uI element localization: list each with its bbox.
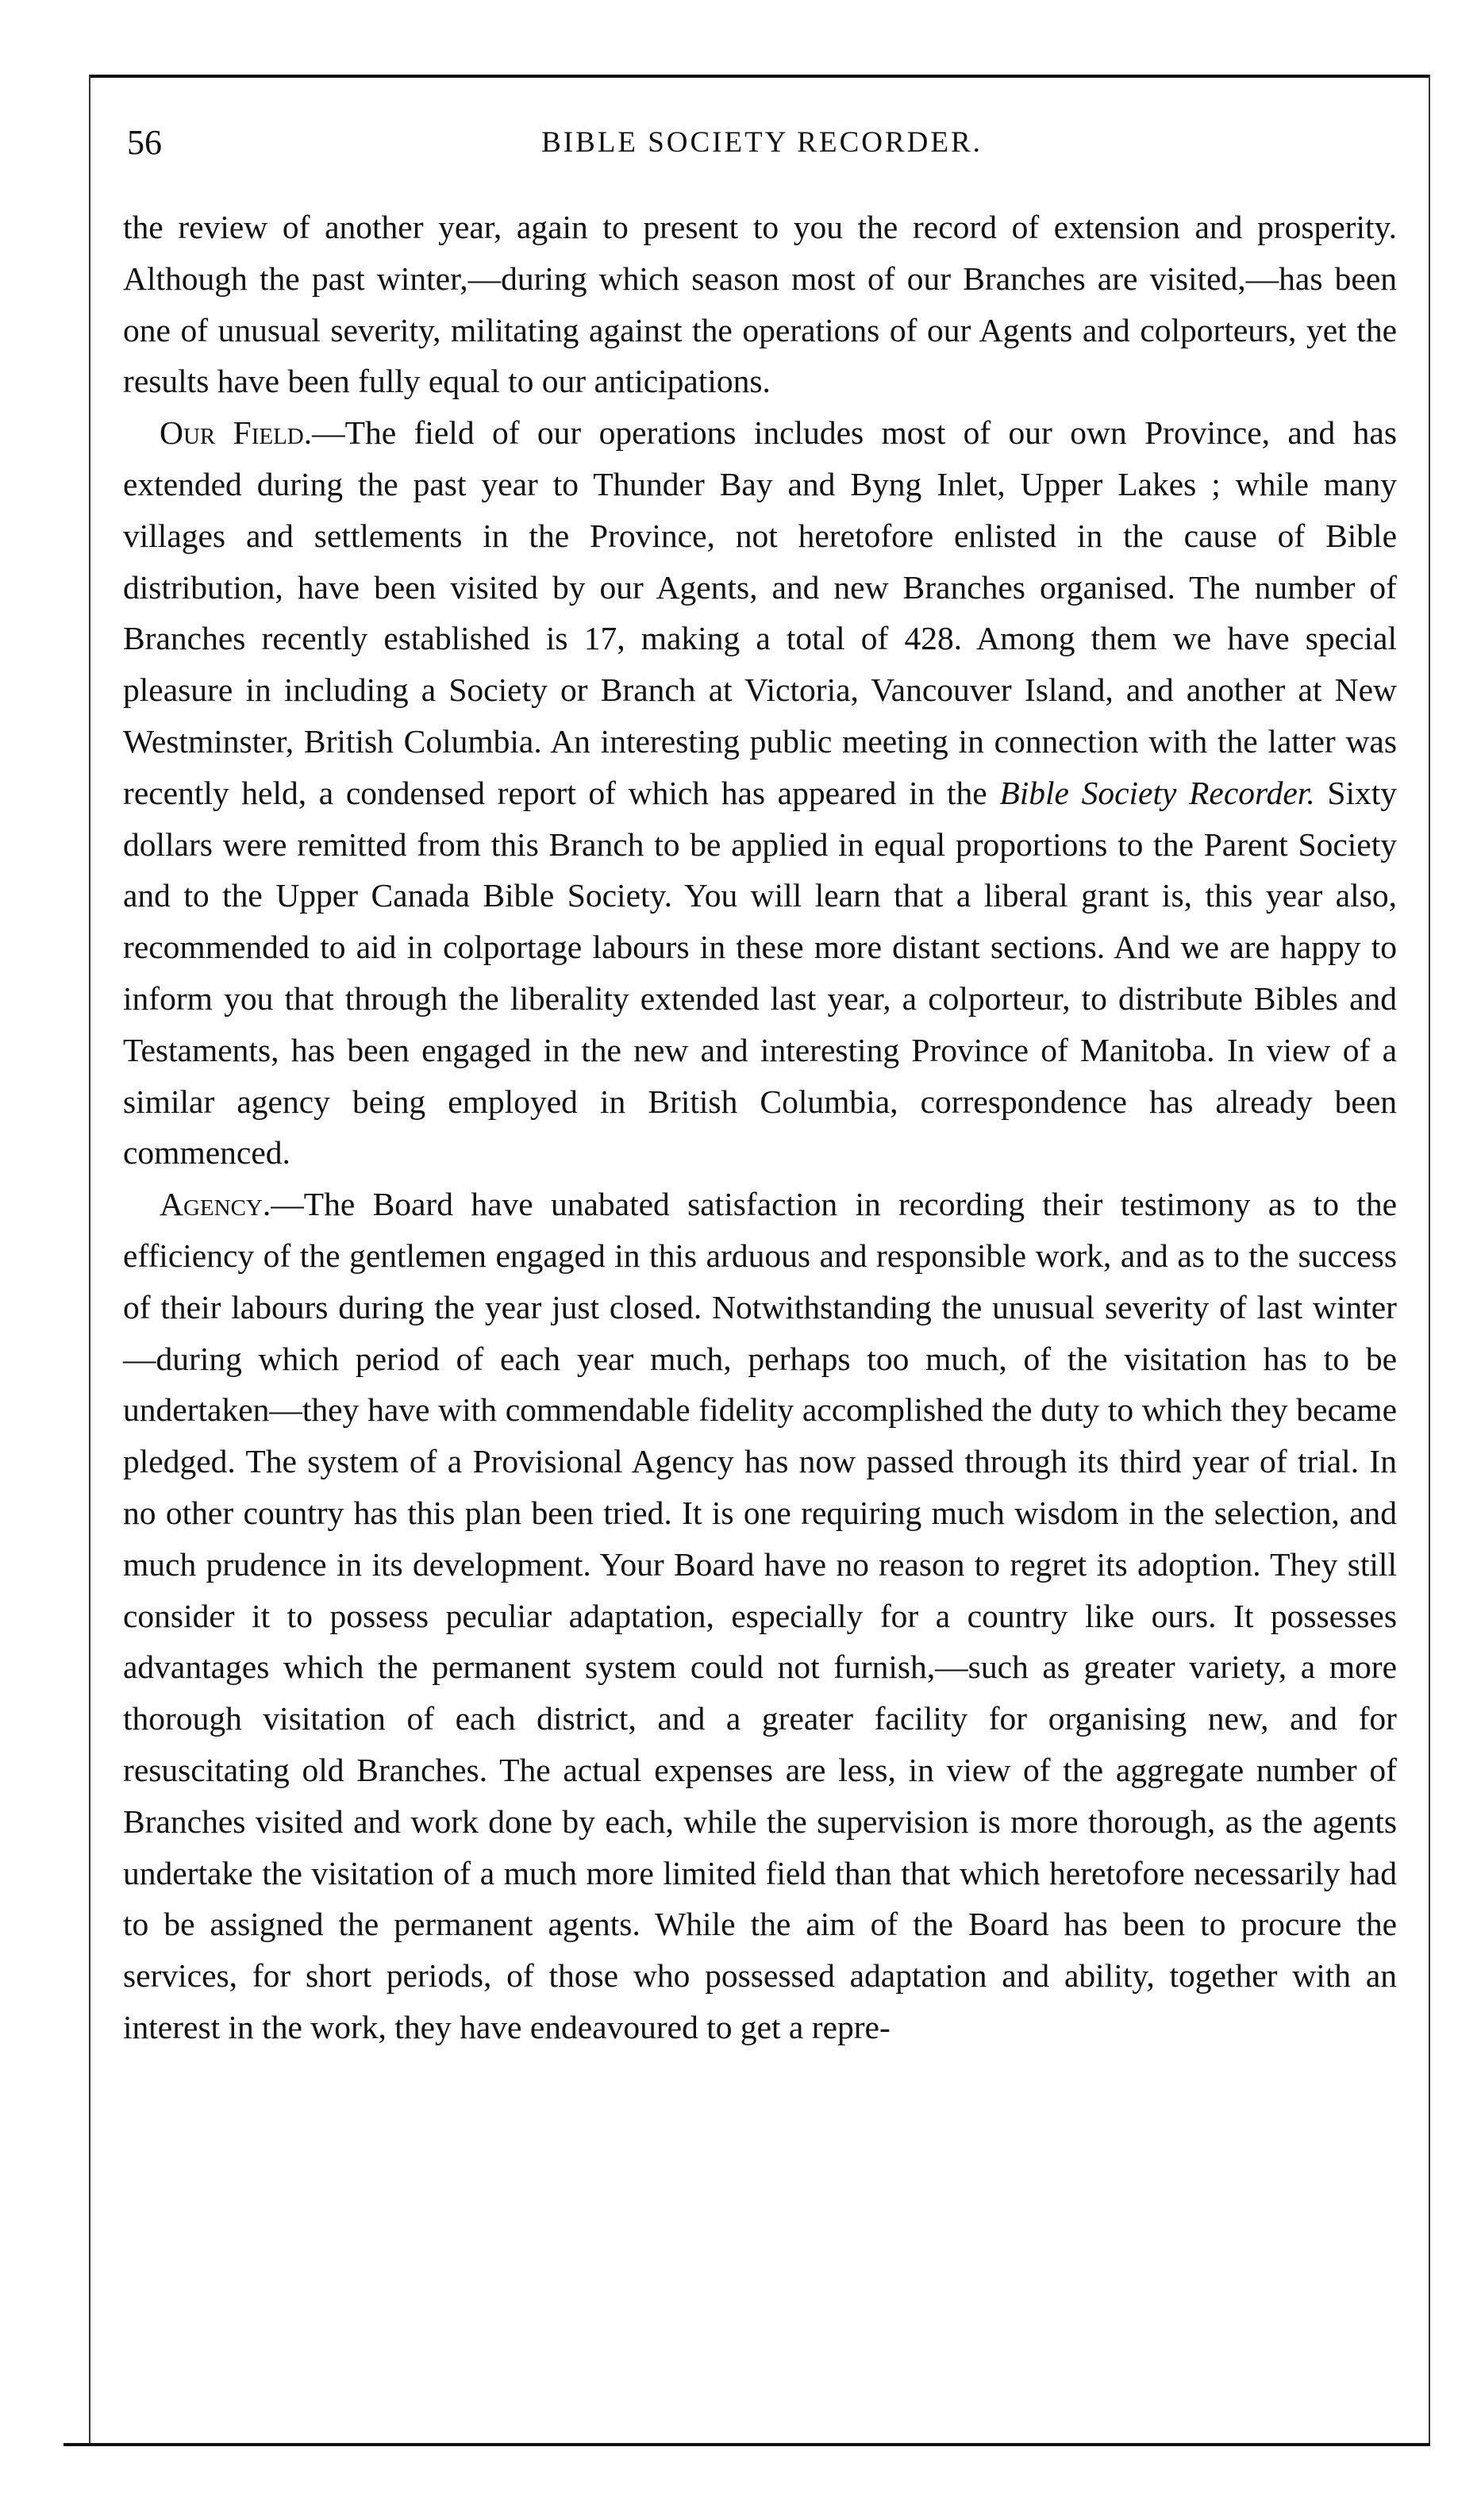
body-text — [123, 202, 1397, 2053]
left-border-rule — [89, 75, 90, 2445]
paragraph-agency-text: —The Board have unabated satisfaction in recording their testimony as to the efficiency of the gentlemen engaged in this arduous and responsible work, and as to the success of their labours during the year just closed. Notwithstanding the unusual severity of last winter—during which period of each year much, perhaps too much, of the visitation has to be undertaken—they have with commendable fidelity accomplished the duty to which they became pledged. The system of a Provisional Agency has now passed through its third year of trial. In no other country has this plan been tried. It is one requiring much wisdom in the selection, and much prudence in its development. Your Board have no reason to regret its adoption. They still consider it to possess peculiar adaptation, especially for a country like ours. It possesses advantages which the permanent system could not furnish,—such as greater variety, a more thorough visitation of each district, and a greater facility for organising new, and for resuscitating old Branches. The actual expenses are less, in view of the aggregate number of Branches visited and work done by each, while the supervision is more thorough, as the agents undertake the visitation of a much more limited field than that which heretofore necessarily had to be assigned the permanent agents. While the aim of the Board has been to procure the services, for short periods, of those who possessed adaptation and ability, together with an interest in the work, they have endeavoured to get a repre- — [123, 1186, 1397, 2045]
paragraph-agency — [123, 1179, 1397, 2053]
top-border-rule — [89, 75, 1430, 78]
publication-title: Bible Society Recorder. — [999, 774, 1315, 811]
page-number: 56 — [127, 123, 162, 162]
paragraph-our-field-text-continued: Sixty dollars were remitted from this Branch to be applied in equal proportions to the Parent Society and to the Upper Canada Bible Society. You will learn that a liberal grant is, this year also, recommended to aid in colportage labours in these more distant sections. And we are happy to inform you that through the liberality extended last year, a colporteur, to distribute Bibles and Testaments, has been engaged in the new and interesting Province of Manitoba. In view of a similar agency being employed in British Columbia, correspondence has already been commenced. — [123, 774, 1398, 1172]
section-heading-our-field: Our Field. — [160, 414, 313, 452]
section-heading-agency: Agency. — [160, 1186, 271, 1223]
paragraph-continuation: the review of another year, again to present to you the record of extension and prosperity. Although the past winter,—during which season most of our Branches are visited,—has been one of unusual severity, militating against the operations of our Agents and colporteurs, yet the results have been fully equal to our anticipations. — [123, 209, 1397, 400]
right-border-rule — [1429, 75, 1430, 2445]
paragraph-our-field — [123, 407, 1397, 1179]
page-header — [127, 119, 1397, 175]
bottom-border-rule — [63, 2443, 1430, 2446]
paragraph-our-field-text: —The field of our operations includes most of our own Province, and has extended during the past year to Thunder Bay and Byng Inlet, Upper Lakes ; while many villages and settlements in the Province, not heretofore enlisted in the cause of Bible distribution, have been visited by our Agents, and new Branches organised. The number of Branches recently established is 17, making a total of 428. Among them we have special pleasure in including a Society or Branch at Victoria, Vancouver Island, and another at New Westminster, British Columbia. An interesting public meeting in connection with the latter was recently held, a condensed report of which has appeared in the — [123, 414, 1397, 811]
running-title: BIBLE SOCIETY RECORDER. — [541, 126, 983, 159]
